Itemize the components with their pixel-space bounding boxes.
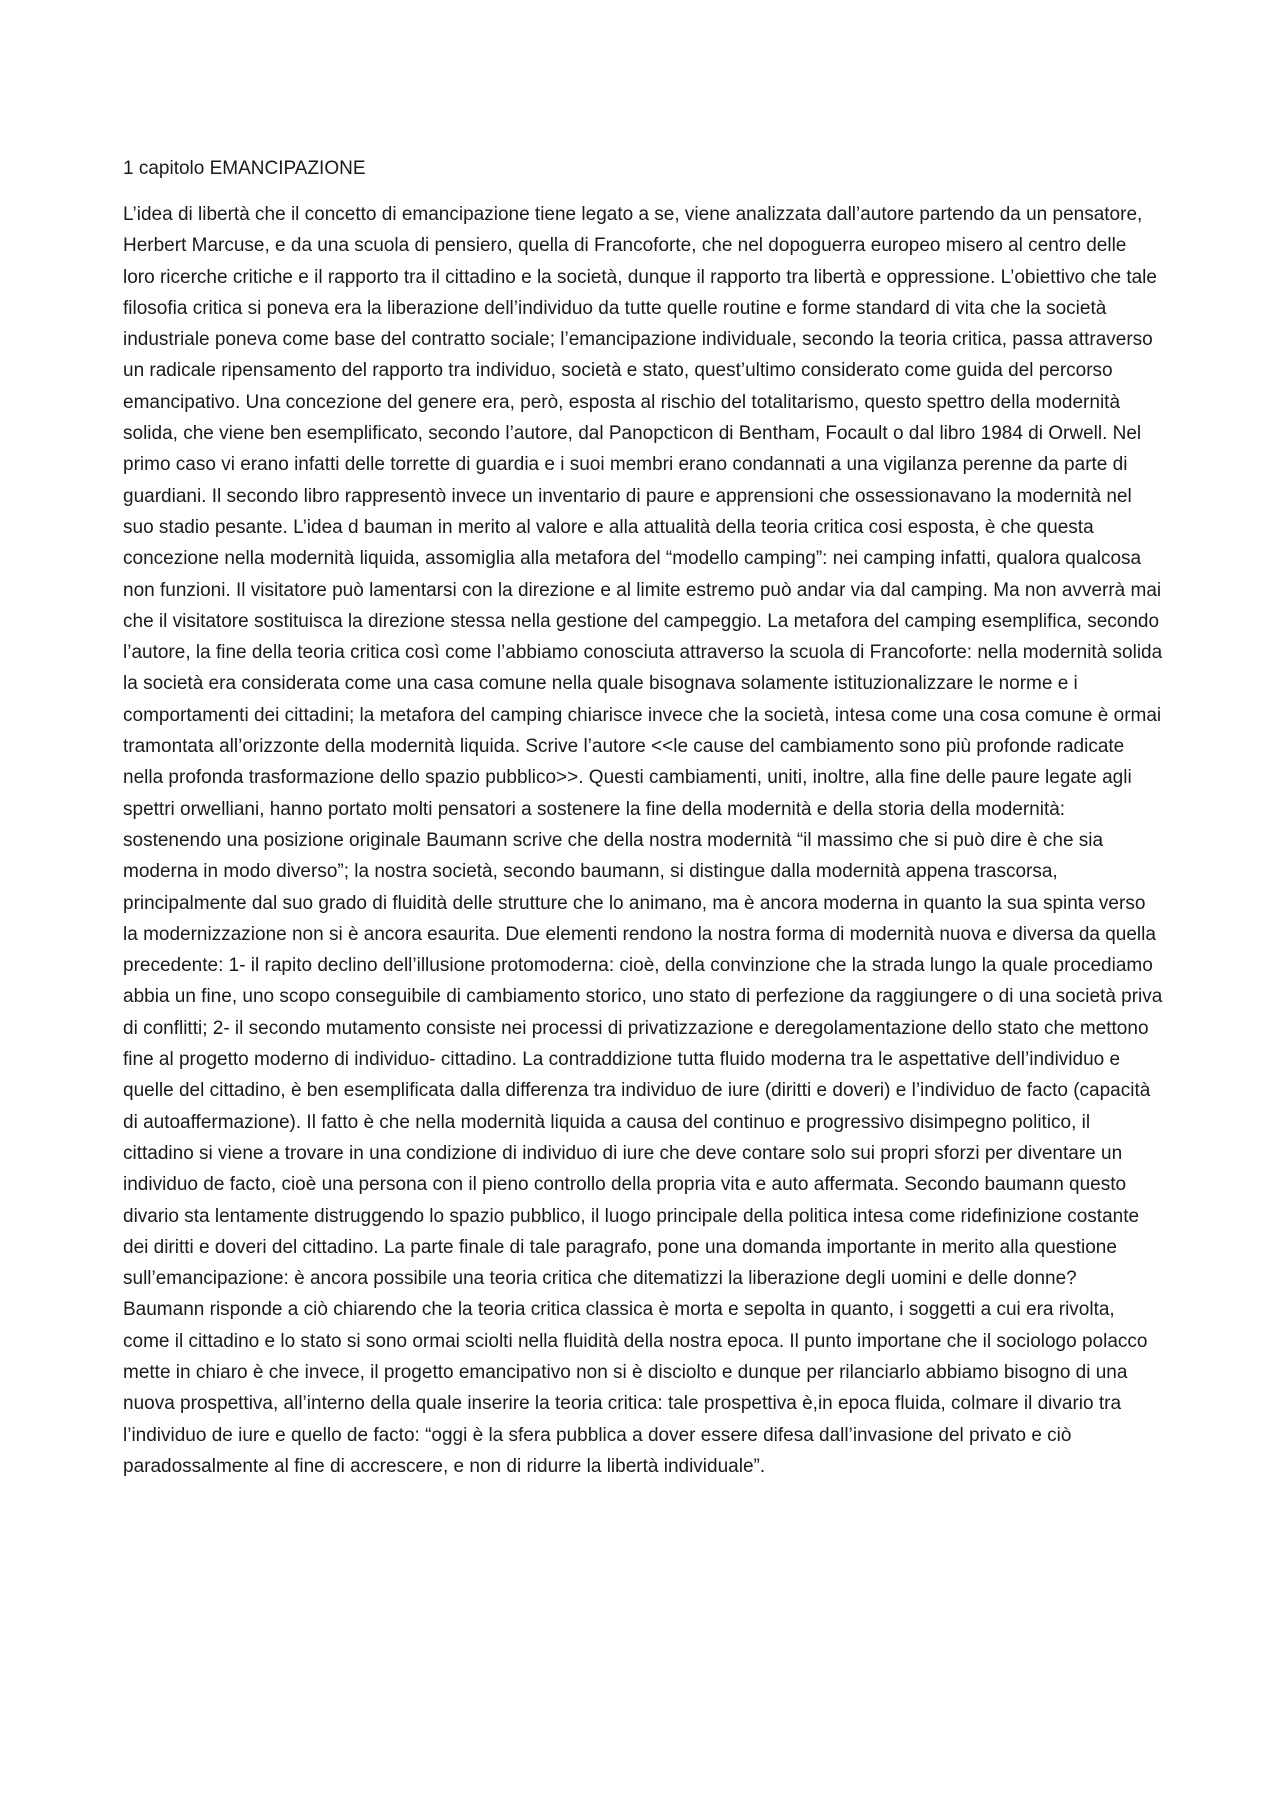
document-body [123,153,1163,1482]
chapter-title: 1 capitolo EMANCIPAZIONE [123,158,366,179]
chapter-paragraph: L’idea di libertà che il concetto di emancipazione tiene legato a se, viene analizzata dall’autore partendo da un pensatore, Herbert Marcuse, e da una scuola di pensiero, quella di Francoforte, che nel dopoguerra europeo misero al centro delle loro ricerche critiche e il rapporto tra il cittadino e la società, dunque il rapporto tra libertà e oppressione. L’obiettivo che tale filosofia critica si poneva era la liberazione dell’individuo da tutte quelle routine e forme standard di vita che la società industriale poneva come base del contratto sociale; l’emancipazione individuale, secondo la teoria critica, passa attraverso un radicale ripensamento del rapporto tra individuo, società e stato, quest’ultimo considerato come guida del percorso emancipativo. Una concezione del genere era, però, esposta al rischio del totalitarismo, questo spettro della modernità solida, che viene ben esemplificato, secondo l’autore, dal Panopcticon di Bentham, Focault o dal libro 1984 di Orwell. Nel primo caso vi erano infatti delle torrette di guardia e i suoi membri erano condannati a una vigilanza perenne da parte di guardiani. Il secondo libro rappresentò invece un inventario di paure e apprensioni che ossessionavano la modernità nel suo stadio pesante. L’idea d bauman in merito al valore e alla attualità della teoria critica cosi esposta, è che questa concezione nella modernità liquida, assomiglia alla metafora del “modello camping”: nei camping infatti, qualora qualcosa non funzioni. Il visitatore può lamentarsi con la direzione e al limite estremo può andar via dal camping. Ma non avverrà mai che il visitatore sostituisca la direzione stessa nella gestione del campeggio. La metafora del camping esemplifica, secondo l’autore, la fine della teoria critica così come l’abbiamo conosciuta attraverso la scuola di Francoforte: nella modernità solida la società era considerata come una casa comune nella quale bisognava solamente istituzionalizzare le norme e i comportamenti dei cittadini; la metafora del camping chiarisce invece che la società, intesa come una cosa comune è ormai tramontata all’orizzonte della modernità liquida. Scrive l’autore <<le cause del cambiamento sono più profonde radicate nella profonda trasformazione dello spazio pubblico>>. Questi cambiamenti, uniti, inoltre, alla fine delle paure legate agli spettri orwelliani, hanno portato molti pensatori a sostenere la fine della modernità e della storia della modernità: sostenendo una posizione originale Baumann scrive che della nostra modernità “il massimo che si può dire è che sia moderna in modo diverso”; la nostra società, secondo baumann, si distingue dalla modernità appena trascorsa, principalmente dal suo grado di fluidità delle strutture che lo animano, ma è ancora moderna in quanto la sua spinta verso la modernizzazione non si è ancora esaurita. Due elementi rendono la nostra forma di modernità nuova e diversa da quella precedente: 1- il rapito declino dell’illusione protomoderna: cioè, della convinzione che la strada lungo la quale procediamo abbia un fine, uno scopo conseguibile di cambiamento storico, uno stato di perfezione da raggiungere o di una società priva di conflitti; 2- il secondo mutamento consiste nei processi di privatizzazione e deregolamentazione dello stato che mettono fine al progetto moderno di individuo- cittadino. La contraddizione tutta fluido moderna tra le aspettative dell’individuo e quelle del cittadino, è ben esemplificata dalla differenza tra individuo de iure (diritti e doveri) e l’individuo de facto (capacità di autoaffermazione). Il fatto è che nella modernità liquida a causa del continuo e progressivo disimpegno politico, il cittadino si viene a trovare in una condizione di individuo di iure che deve contare solo sui propri sforzi per diventare un individuo de facto, cioè una persona con il pieno controllo della propria vita e auto affermata. Secondo baumann questo divario sta lentamente distruggendo lo spazio pubblico, il luogo principale della politica intesa come ridefinizione costante dei diritti e doveri del cittadino. La parte finale di tale paragrafo, pone una domanda importante in merito alla questione sull’emancipazione: è ancora possibile una teoria critica che ditematizzi la liberazione degli uomini e delle donne? Baumann risponde a ciò chiarendo che la teoria critica classica è morta e sepolta in quanto, i soggetti a cui era rivolta, come il cittadino e lo stato si sono ormai sciolti nella fluidità della nostra epoca. Il punto importane che il sociologo polacco mette in chiaro è che invece, il progetto emancipativo non si è disciolto e dunque per rilanciarlo abbiamo bisogno di una nuova prospettiva, all’interno della quale inserire la teoria critica: tale prospettiva è,in epoca fluida, colmare il divario tra l’individuo de iure e quello de facto: “oggi è la sfera pubblica a dover essere difesa dall’invasione del privato e ciò paradossalmente al fine di accrescere, e non di ridurre la libertà individuale”. [123,204,1163,1477]
